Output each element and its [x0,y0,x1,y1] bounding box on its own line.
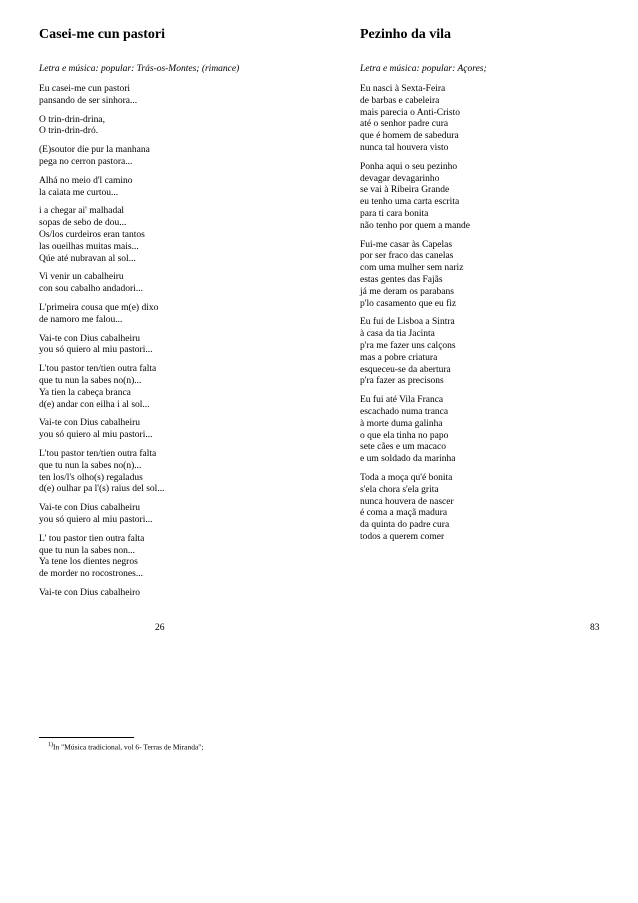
lyric-line: Ya tien la cabeça branca [39,387,131,398]
lyric-line: que tu nun la sabes no(n)... [39,460,142,471]
lyric-line: Vai-te con Dius cabalheiru [39,503,141,514]
right-column [360,26,610,551]
lyric-line: Eu fui de Lisboa a Sintra [360,317,455,328]
lyric-line: da quinta do padre cura [360,520,450,531]
stanza [360,84,610,155]
lyric-line: devagar devagarinho [360,173,440,184]
lyric-line: L'tou pastor ten/tien outra falta [39,364,157,375]
lyric-line: é coma a maçã madura [360,508,448,519]
stanza [39,206,309,265]
stanza [360,473,610,544]
stanza [39,418,309,442]
song-credit-right: Letra e música: popular: Açores; [360,64,487,74]
lyric-line: nunca houvera de nascer [360,496,454,507]
lyric-line: ten los/l's olho(s) regaladus [39,472,143,483]
lyric-line: já me deram os parabans [360,286,454,297]
song-title-left: Casei-me cun pastori [39,27,165,42]
song-credit-left: Letra e música: popular: Trás-os-Montes; (rimance) [39,64,240,74]
song-title-right: Pezinho da vila [360,27,452,42]
stanza [39,334,309,358]
stanza [39,303,309,327]
lyric-line: you só quiero al miu pastori... [39,345,153,356]
stanza [39,534,309,581]
lyric-line: Eu nasci à Sexta-Feira [360,84,446,94]
lyric-line: sopas de sebo de dou... [39,218,127,229]
footnote [48,741,203,752]
stanza [39,145,309,169]
lyrics-left [39,84,309,600]
page-number-right: 83 [590,623,600,633]
lyric-line: de barbas e cabeleira [360,95,440,106]
lyric-line: Vai-te con Dius cabalheiru [39,333,141,344]
lyric-line: s'ela chora s'ela grita [360,484,439,495]
lyric-line: las oueilhas muitas mais... [39,241,139,252]
lyric-line: la caiata me curtou... [39,187,119,198]
stanza [39,588,309,600]
lyric-line: mais parecia o Anti-Cristo [360,107,460,118]
lyric-line: Fui-me casar às Capelas [360,239,453,250]
lyric-line: d(e) andar con eilha i al sol... [39,399,150,410]
lyric-line: con sou cabalho andadori... [39,284,143,295]
lyric-line: pansando de ser sinhora... [39,95,138,106]
lyric-line: à casa da tia Jacinta [360,329,435,340]
stanza [360,395,610,466]
lyrics-right [360,84,610,544]
lyric-line: Vai-te con Dius cabalheiru [39,418,141,429]
lyric-line: p'lo casamento que eu fiz [360,298,457,309]
lyric-line: eu tenho uma carta escrita [360,197,460,208]
lyric-line: you só quiero al miu pastori... [39,430,153,441]
page-number-left: 26 [155,623,165,633]
stanza [39,449,309,496]
lyric-line: Vai-te con Dius cabalheiro [39,587,141,598]
stanza [39,176,309,200]
stanza [360,317,610,388]
lyric-line: d(e) oulhar pa l'(s) raius del sol... [39,484,165,495]
lyric-line: Alhá no meio d'l camino [39,175,133,186]
lyric-line: pega no cerron pastora... [39,156,133,167]
lyric-line: à morte duma galinha [360,418,443,429]
left-column [39,26,309,607]
lyric-line: p'ra fazer as precisons [360,376,444,387]
stanza [39,364,309,411]
lyric-line: de morder no rocostrones... [39,569,143,580]
lyric-line: que é homem de sabedura [360,131,459,142]
lyric-line: todos a querem comer [360,531,445,542]
lyric-line: Eu fui até Vila Franca [360,395,444,406]
lyric-line: que tu nun la sabes no(n)... [39,375,142,386]
lyric-line: Vi venir un cabalheiru [39,272,124,283]
lyric-line: O trin-drin-dró. [39,126,99,137]
lyric-line: i a chegar ai' malhadal [39,206,125,217]
lyric-line: O trin-drin-drina, [39,114,105,125]
lyric-line: (E)soutor die pur la manhana [39,145,150,156]
stanza [39,84,309,108]
footnote-marker: 1) [48,742,53,748]
lyric-line: Qúe até nubravan al sol... [39,253,136,264]
lyric-line: Ya tene los dientes negros [39,557,138,568]
lyric-line: com uma mulher sem nariz [360,263,464,274]
lyric-line: por ser fraco das canelas [360,251,454,262]
stanza [39,503,309,527]
lyric-line: para ti cara bonita [360,208,429,219]
stanza [39,272,309,296]
lyric-line: mas a pobre criatura [360,352,438,363]
footnote-text: In "Música tradicional, vol 6- Terras de Miranda"; [53,742,204,752]
lyric-line: L'tou pastor ten/tien outra falta [39,448,157,459]
lyric-line: you só quiero al miu pastori... [39,514,153,525]
lyric-line: que tu nun la sabes non... [39,545,136,556]
footnote-divider [39,737,134,738]
lyric-line: L' tou pastor tien outra falta [39,533,145,544]
lyric-line: estas gentes das Fajãs [360,274,443,285]
stanza [360,240,610,311]
stanza [39,115,309,139]
lyric-line: escachado numa tranca [360,406,449,417]
lyric-line: p'ra me fazer uns calçons [360,340,456,351]
lyric-line: não tenho por quem a mande [360,220,471,231]
lyric-line: Ponha aqui o seu pezinho [360,161,458,172]
lyric-line: o que ela tinha no papo [360,430,449,441]
lyric-line: sete cães e um macaco [360,442,446,453]
lyric-line: até o senhor padre cura [360,119,449,130]
stanza [360,162,610,233]
lyric-line: se vai à Ribeira Grande [360,185,450,196]
lyric-line: e um soldado da marinha [360,454,456,465]
lyric-line: Os/los curdeiros eran tantos [39,229,145,240]
lyric-line: Eu casei-me cun pastori [39,84,131,94]
lyric-line: L'primeira cousa que m(e) dixo [39,302,159,313]
lyric-line: de namoro me falou... [39,314,123,325]
lyric-line: nunca tal houvera visto [360,142,449,153]
lyric-line: esqueceu-se da abertura [360,364,451,375]
lyric-line: Toda a moça qu'é bonita [360,472,453,483]
